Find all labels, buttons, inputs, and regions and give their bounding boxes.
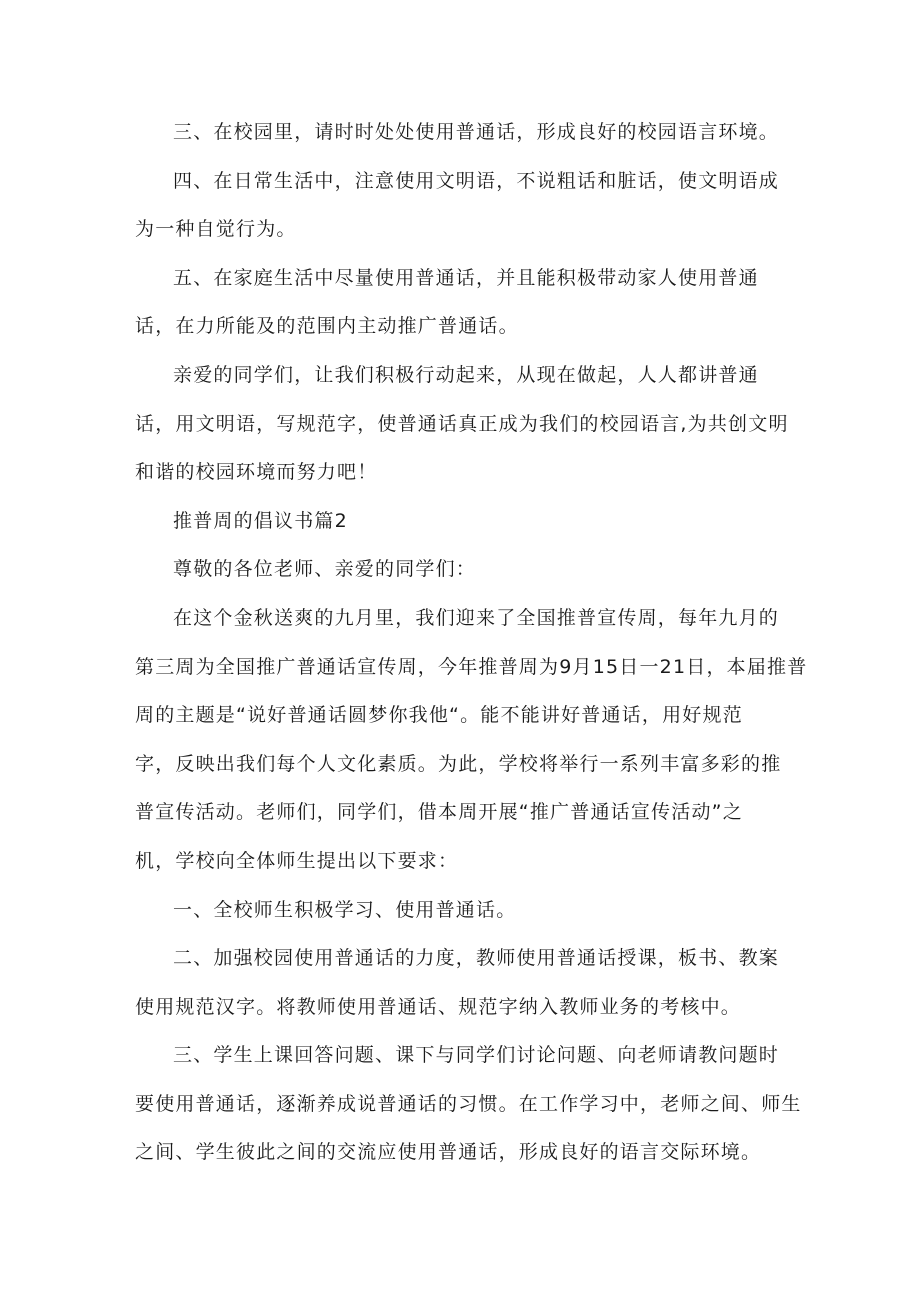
text-line: 普宣传活动。老师们，同学们，借本周开展“推广普通话宣传活动”之: [135, 801, 743, 824]
text-line: 三、在校园里，请时时处处使用普通话，形成良好的校园语言环境。: [173, 121, 780, 143]
text-line: 五、在家庭生活中尽量使用普通话，并且能积极带动家人使用普通: [173, 266, 759, 289]
text-line: 字，反映出我们每个人文化素质。为此，学校将举行一系列丰富多彩的推: [135, 752, 782, 775]
text-line: 三、学生上课回答问题、课下与同学们讨论问题、向老师请教问题时: [173, 1044, 780, 1067]
text-line: 周的主题是“说好普通话圆梦你我他“。能不能讲好普通话，用好规范: [135, 704, 743, 727]
text-line: 第三周为全国推广普通话宣传周，今年推普周为9月15日一21日，本届推普: [135, 655, 808, 678]
text-line: 为一种自觉行为。: [135, 218, 297, 241]
text-line: 机，学校向全体师生提出以下要求：: [135, 849, 459, 872]
text-line: 四、在日常生活中，注意使用文明语，不说粗话和脏话，使文明语成: [173, 169, 780, 192]
document-body: [135, 108, 808, 1177]
text-line: 之间、学生彼此之间的交流应使用普通话，形成良好的语言交际环境。: [135, 1141, 762, 1164]
text-line: 话，用文明语，写规范字，使普通话真正成为我们的校园语言,为共创文明: [135, 412, 789, 435]
text-line: 话，在力所能及的范围内主动推广普通话。: [135, 315, 519, 338]
text-line: 在这个金秋送爽的九月里，我们迎来了全国推普宣传周，每年九月的: [173, 606, 780, 629]
text-line: 和谐的校园环境而努力吧！: [135, 461, 378, 484]
text-line: 二、加强校园使用普通话的力度，教师使用普通话授课，板书、教案: [173, 947, 780, 970]
text-line: 亲爱的同学们，让我们积极行动起来，从现在做起，人人都讲普通: [173, 363, 759, 386]
salutation: 尊敬的各位老师、亲爱的同学们：: [173, 558, 477, 581]
text-line: 一、全校师生积极学习、使用普通话。: [173, 898, 517, 921]
text-line: 使用规范汉字。将教师使用普通话、规范字纳入教师业务的考核中。: [135, 995, 742, 1018]
text-line: 要使用普通话，逐渐养成说普通话的习惯。在工作学习中，老师之间、师生: [135, 1092, 802, 1115]
section-title: 推普周的倡议书篇2: [173, 509, 348, 532]
